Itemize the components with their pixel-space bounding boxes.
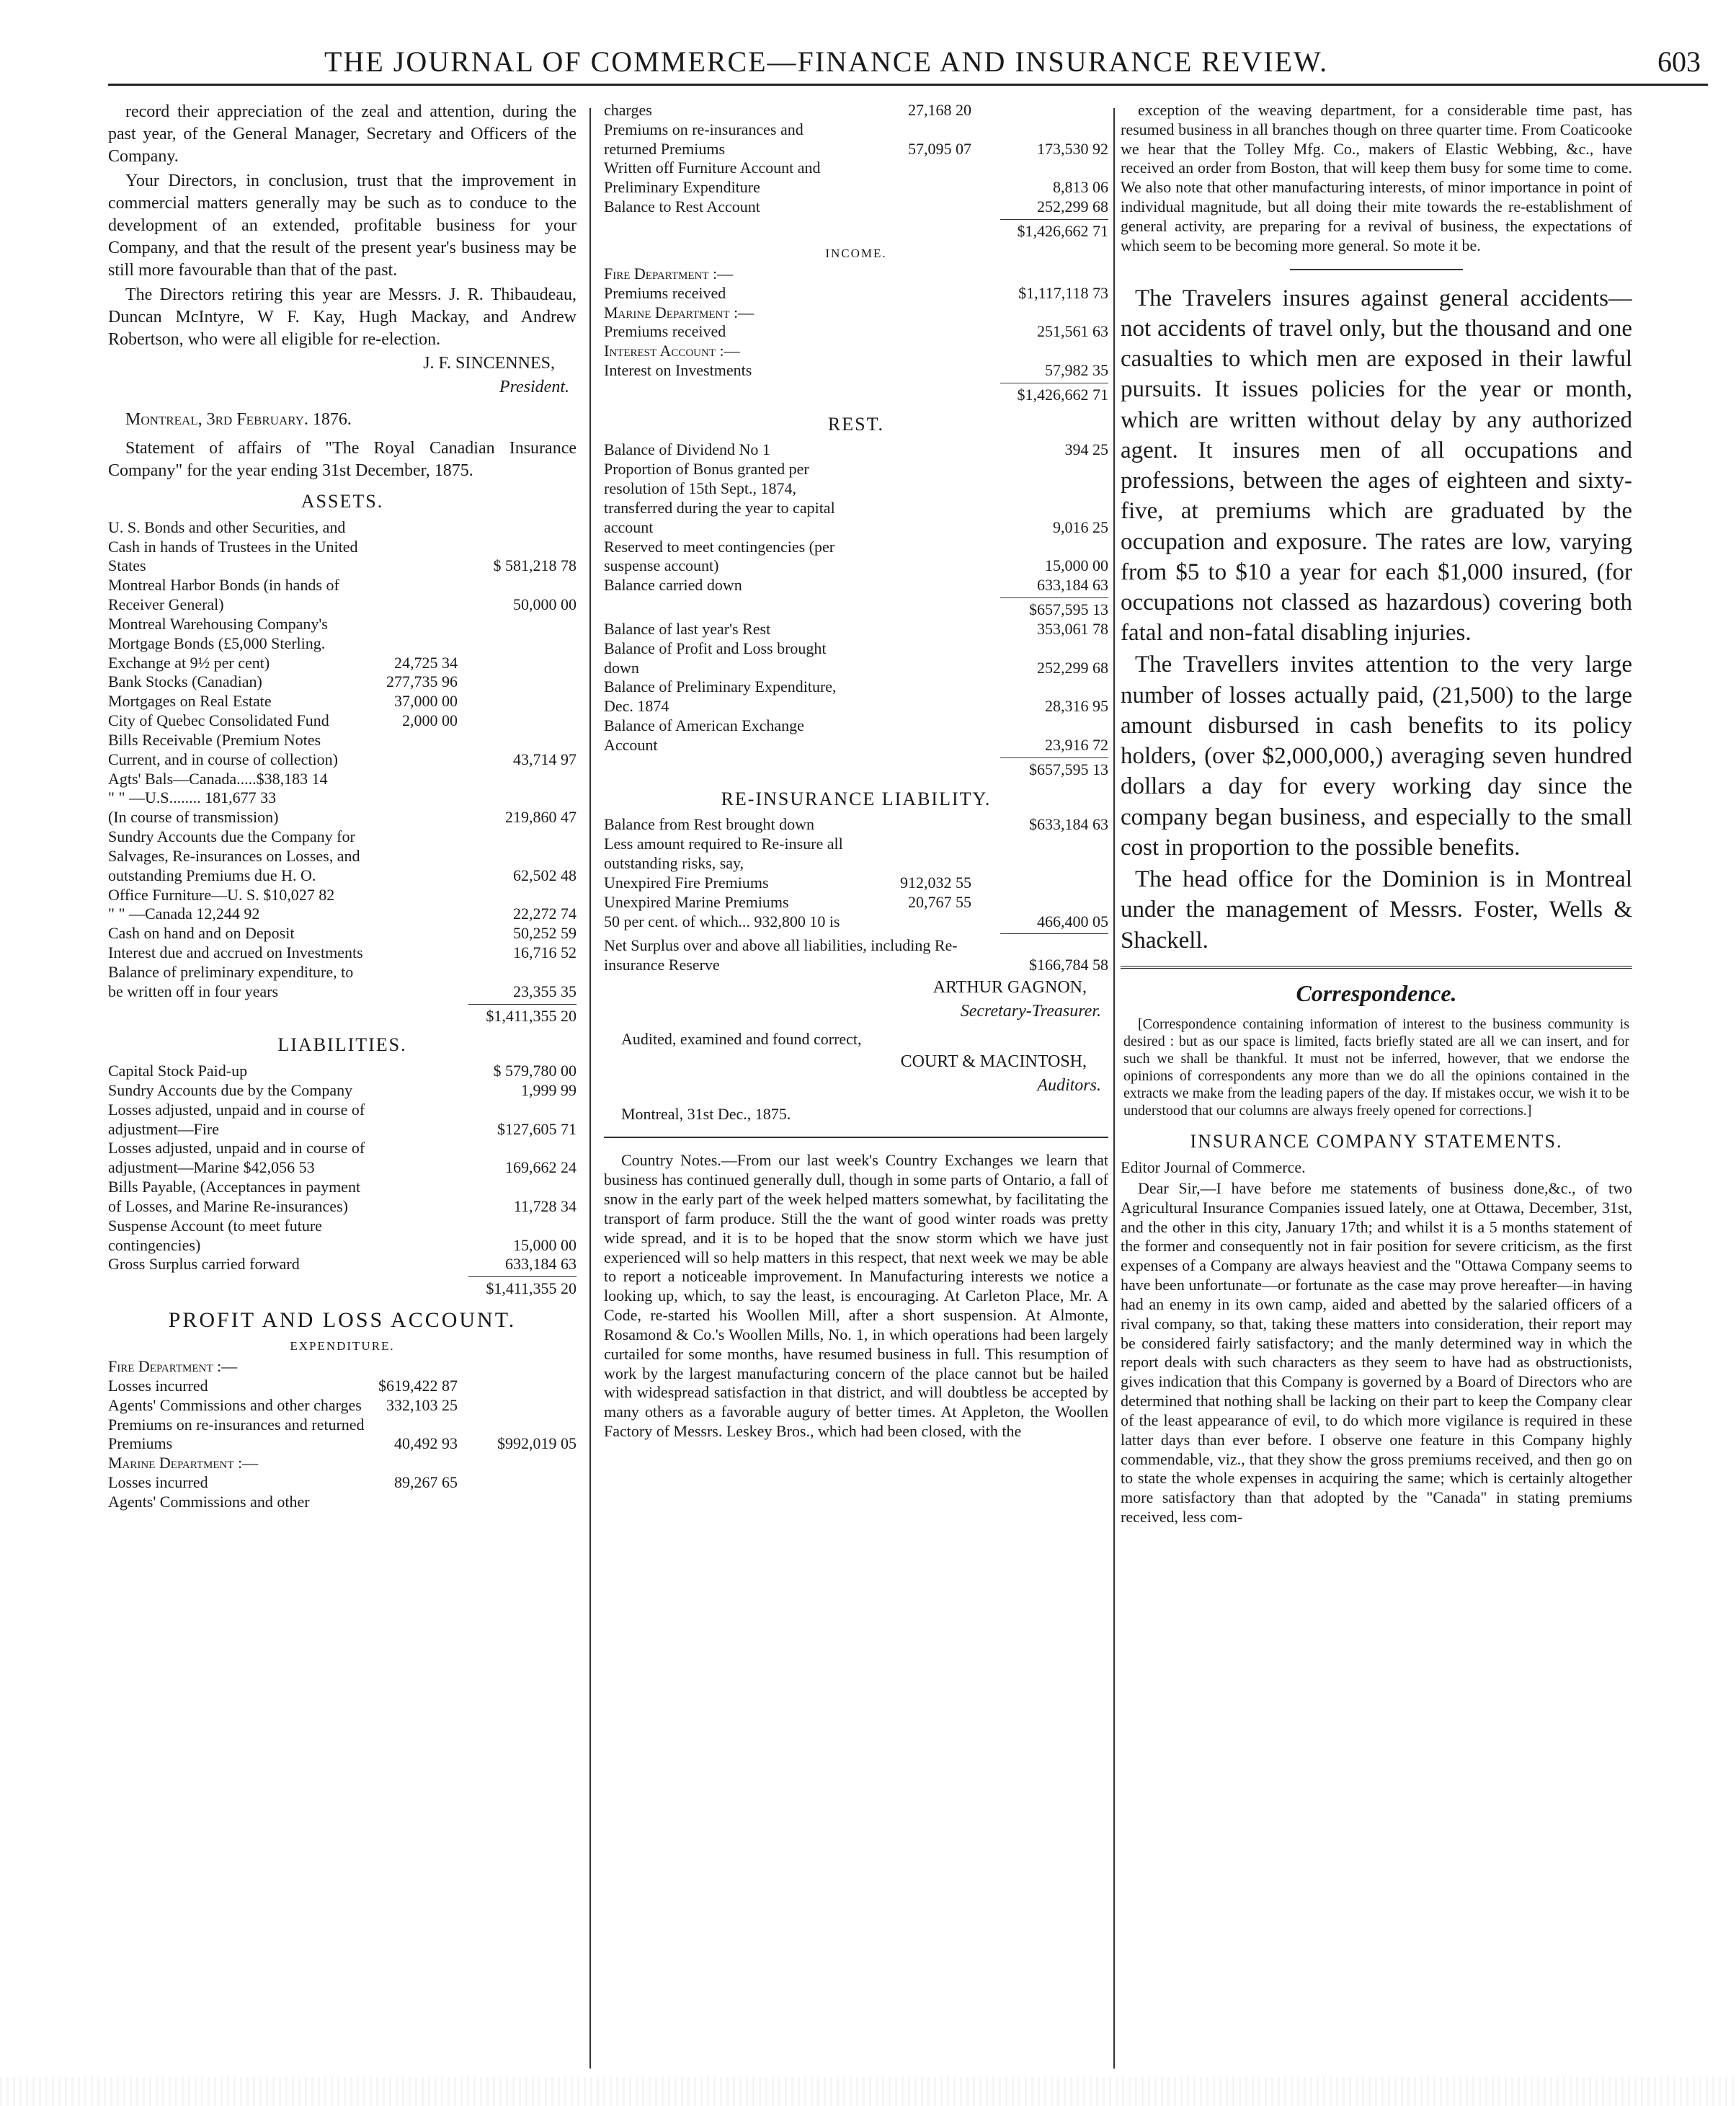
ledger-value-outer: 22,272 74	[513, 905, 577, 923]
ledger-label: Marine Department :—	[604, 303, 755, 321]
pl-heading: PROFIT AND LOSS ACCOUNT.	[168, 1308, 517, 1333]
expenditure-total: $1,426,662 71	[1017, 221, 1108, 240]
ledger-label: (In course of transmission)	[108, 808, 279, 827]
ledger-label: U. S. Bonds and other Securities, and Cash in hands of Trustees in the United States	[108, 517, 358, 575]
ledger-label: Unexpired Fire Premiums	[604, 873, 769, 892]
president-signature: J. F. SINCENNES,	[423, 354, 555, 373]
ledger-label: Balance from Rest brought down	[604, 815, 815, 834]
ledger-row	[108, 711, 577, 731]
ledger-label: Bills Payable, (Acceptances in payment of Losses, and Marine Re-insurances)	[108, 1178, 361, 1215]
total-rule	[1000, 757, 1108, 758]
ledger-label: Sundry Accounts due the Company for Salvages, Re-insurances on Losses, and outstanding Premiums due H. O.	[108, 827, 360, 884]
ledger-value-outer: 251,561 63	[1037, 322, 1108, 341]
liabilities-total-row	[108, 1279, 577, 1299]
ledger-row	[604, 716, 1108, 755]
ledger-label: Balance of Preliminary Expenditure, Dec. 1874	[604, 677, 837, 716]
letter-body: Dear Sir,—I have before me statements of business done,&c., of two Agricultural Insurance Companies issued lately, one at Ottawa, December, 31st, and the other in this city, January 17th; and whilst it is a 5 months statement of the former and consequently not in fair position for severe criticism, as the first expenses of a Company are always heaviest and the "Ottawa Company seems to have been unfortunate—or fortunate as the case may prove hereafter—in having had an enemy in its own camp, aided and abetted by the salaried officers of a rival company, so that, taking these matters into consideration, their report may be considered fairly satisfactory; and the manly determined way in which the report deals with such characters as they seem to have had as obstructionists, gives indication that this Company is governed by a Board of Directors who are determined that nothing shall be lacking on their part to keep the Company clear of the least appearance of evil, to do which more vigilance is required in these latter days than ever before. I observe one feature in this Company highly commendable, viz., that they show the gross premiums received, and then go on to state the whole expenses in acquiring the same; which is certainly altogether more satisfactory than that adopted by the "Canada" in stating premiums received, less com-	[1121, 1179, 1632, 1527]
net-surplus-value: $166,784 58	[1029, 956, 1108, 974]
ledger-value-inner: 40,492 93	[394, 1434, 458, 1453]
section-rule	[604, 1137, 1108, 1138]
ledger-row	[108, 827, 577, 885]
ledger-label: Sundry Accounts due by the Company	[108, 1080, 353, 1099]
continued-paragraph: exception of the weaving department, for a considerable time past, has resumed business in all branches though on three quarter time. From Coaticooke we hear that the Tolley Mfg. Co., makers of Elastic Webbing, &c., have received an order from Boston, that will keep them busy for some time to come. We also note that other manufacturing interests, of minor importance in point of individual magnitude, but all doing their mite towards the re-establishment of general activity, are preparing for a revival of business, the expectations of which seem to be becoming more general. So mote it be.	[1121, 101, 1632, 254]
ledger-row	[108, 731, 577, 770]
column-1	[108, 101, 577, 2076]
ledger-row	[108, 963, 577, 1002]
ledger-value-outer: 50,252 59	[513, 924, 577, 943]
ledger-label: Balance to Rest Account	[604, 197, 760, 216]
ledger-label: Agents' Commissions and other charges	[108, 1395, 362, 1414]
ledger-label: Agts' Bals—Canada.....$38,183 14	[108, 769, 328, 788]
ledger-row	[108, 692, 577, 711]
ledger-value-inner: 277,735 96	[386, 672, 458, 691]
ledger-row	[108, 924, 577, 943]
ledger-label: Capital Stock Paid-up	[108, 1062, 248, 1080]
ledger-value-outer: 23,916 72	[1045, 735, 1108, 754]
correspondence-heading: Correspondence.	[1296, 979, 1457, 1006]
pl-continued-table	[604, 101, 1108, 217]
ledger-row	[604, 440, 1108, 460]
ledger-value-outer: $633,184 63	[1029, 815, 1108, 834]
statement-intro: Statement of affairs of "The Royal Canadian Insurance Company" for the year ending 31st December, 1875.	[108, 438, 577, 480]
ledger-value-outer: 1,999 99	[521, 1080, 577, 1099]
ledger-row	[108, 905, 577, 924]
ledger-label: Premiums received	[604, 283, 726, 302]
intro-paragraphs	[108, 101, 577, 351]
correspondence-notice: [Correspondence containing information of interest to the business community is desired : but as our space is limited, facts briefly stated are all we can insert, and for such we shall be thankful. It must not be inferred, however, that we endorse the opinions of correspondents any more than we do all the opinions contained in the extracts we make from the leading papers of the day. If mistakes occur, we wish it to be understood that our columns are always freely opened for corrections.]	[1123, 1016, 1629, 1119]
travelers-paragraph: The Travellers invites attention to the very large number of losses actually paid, (21,500) to the large amount disbursed in cash benefits to its policy holders, (over $2,000,000,) averaging seven hundred dollars a day for every working day since the company began business, and especially to the small cost in proportion to the possible benefits.	[1121, 652, 1632, 861]
ledger-value-outer: 11,728 34	[513, 1196, 577, 1215]
ledger-row	[604, 265, 1108, 284]
ledger-value-inner: 24,725 34	[394, 653, 458, 672]
ledger-row	[108, 1101, 577, 1139]
audit-date: Montreal, 31st Dec., 1875.	[621, 1104, 791, 1123]
fire-department-label: Fire Department :—	[108, 1357, 238, 1376]
ledger-value-outer: $ 579,780 00	[493, 1062, 577, 1080]
auditors-title: Auditors.	[1037, 1076, 1101, 1096]
ledger-row	[108, 1377, 577, 1396]
ledger-label: Montreal Harbor Bonds (in hands of Receiver General)	[108, 576, 339, 614]
liabilities-total: $1,411,355 20	[486, 1279, 577, 1298]
ledger-label: Less amount required to Re-insure all outstanding risks, say,	[604, 835, 843, 873]
ledger-row	[604, 835, 1108, 874]
ledger-value-outer: 466,400 05	[1037, 912, 1108, 930]
income-table	[604, 265, 1108, 381]
assets-heading: ASSETS.	[301, 491, 384, 512]
reinsurance-table	[604, 815, 1108, 931]
reinsurance-heading: RE-INSURANCE LIABILITY.	[721, 788, 992, 809]
ledger-value-outer: $ 581,218 78	[493, 556, 577, 575]
marine-department-label: Marine Department :—	[108, 1454, 259, 1472]
ledger-row	[604, 639, 1108, 678]
ledger-value-outer: 15,000 00	[513, 1235, 577, 1254]
ledger-label: Office Furniture—U. S. $10,027 82	[108, 885, 335, 904]
ledger-row	[604, 912, 1108, 932]
liabilities-heading: LIABILITIES.	[277, 1034, 407, 1056]
rest-table	[604, 440, 1108, 595]
pl-marine-table	[108, 1473, 577, 1512]
ledger-value-outer: $127,605 71	[497, 1119, 577, 1138]
ledger-row	[604, 159, 1108, 197]
page-number: 603	[1657, 45, 1701, 78]
ledger-row	[604, 284, 1108, 303]
ledger-value-inner: 27,168 20	[908, 101, 971, 119]
assets-table	[108, 518, 577, 1002]
ledger-row	[108, 770, 577, 789]
total-rule	[468, 1276, 577, 1277]
ledger-row	[604, 101, 1108, 120]
ledger-row	[108, 808, 577, 827]
ledger-row	[604, 120, 1108, 159]
travelers-paragraph: The head office for the Dominion is in Montreal under the management of Messrs. Foster, Wells & Shackell.	[1121, 866, 1632, 954]
ledger-row	[108, 1493, 577, 1512]
ledger-label: Balance of American Exchange Account	[604, 716, 804, 754]
ledger-label: Balance of Dividend No 1	[604, 440, 770, 459]
ledger-value-inner: 332,103 25	[386, 1395, 458, 1414]
rest2-total: $657,595 13	[1029, 760, 1108, 778]
total-rule	[1000, 597, 1108, 598]
rest-total: $657,595 13	[1029, 600, 1108, 619]
total-rule	[1000, 933, 1108, 934]
ledger-value-outer: 50,000 00	[513, 595, 577, 614]
ledger-label: Losses incurred	[108, 1376, 208, 1395]
ledger-value-outer: 28,316 95	[1045, 697, 1108, 716]
ledger-label: 50 per cent. of which... 932,800 10 is	[604, 912, 840, 930]
ledger-label: Unexpired Marine Premiums	[604, 892, 789, 911]
ledger-value-outer: 353,061 78	[1037, 619, 1108, 638]
assets-total-row	[108, 1007, 577, 1026]
ledger-label: Balance carried down	[604, 576, 742, 595]
ledger-label: Interest due and accrued on Investments	[108, 943, 363, 962]
ledger-row	[108, 1178, 577, 1217]
intro-paragraph: record their appreciation of the zeal and attention, during the past year, of the General Manager, Secretary and Officers of the Company.	[108, 102, 577, 166]
column-rule	[1113, 108, 1115, 2069]
total-rule	[468, 1004, 577, 1005]
ledger-value-outer: 219,860 47	[505, 808, 577, 827]
ledger-row	[108, 1062, 577, 1081]
ledger-value-outer: 16,716 52	[513, 943, 577, 962]
ledger-value-outer: 252,299 68	[1037, 658, 1108, 677]
ledger-value-inner: 2,000 00	[402, 711, 458, 730]
ledger-row	[604, 322, 1108, 342]
ledger-label: charges	[604, 101, 652, 119]
running-head	[108, 45, 1722, 85]
secretary-title: Secretary-Treasurer.	[960, 1002, 1101, 1021]
ledger-label: Interest Account :—	[604, 342, 740, 360]
ledger-row	[108, 1396, 577, 1416]
ledger-label: City of Quebec Consolidated Fund	[108, 711, 329, 730]
ledger-value-outer: 9,016 25	[1053, 517, 1108, 536]
president-title: President.	[499, 378, 569, 397]
ledger-row	[108, 788, 577, 808]
ledger-value-outer: 394 25	[1064, 440, 1108, 459]
ledger-row	[108, 518, 577, 576]
ledger-label: Bank Stocks (Canadian)	[108, 672, 262, 691]
net-surplus-label: Net Surplus over and above all liabilities, including Re-insurance Reserve	[604, 936, 958, 974]
ledger-row	[108, 1255, 577, 1274]
ledger-row	[604, 342, 1108, 361]
secretary-signature: ARTHUR GAGNON,	[932, 977, 1087, 997]
ledger-value-inner: 89,267 65	[394, 1473, 458, 1492]
ledger-row	[108, 1139, 577, 1178]
ledger-row	[604, 815, 1108, 835]
ledger-value-outer: 43,714 97	[513, 750, 577, 768]
rest-second-table	[604, 620, 1108, 755]
pl-fire-table	[108, 1377, 577, 1454]
ledger-label: Reserved to meet contingencies (per suspense account)	[604, 537, 835, 575]
ledger-label: Premiums on re-insurances and returned Premiums	[604, 120, 804, 158]
assets-total: $1,411,355 20	[486, 1006, 577, 1025]
column-2	[604, 101, 1108, 2076]
intro-paragraph: Your Directors, in conclusion, trust that the improvement in commercial matters generally may be such as to conduce to the development of an extended, profitable business for your Company, and that the result of the present year's business may be still more favourable than that of the past.	[108, 171, 577, 280]
ledger-value-outer: $1,117,118 73	[1018, 283, 1108, 302]
column-3	[1121, 101, 1632, 2076]
ledger-row	[604, 303, 1108, 323]
dateline: Montreal, 3rd February. 1876.	[125, 410, 352, 430]
ledger-row	[108, 615, 577, 672]
column-rule	[589, 108, 591, 2069]
ledger-row	[604, 361, 1108, 381]
rest2-total-row	[604, 760, 1108, 780]
ledger-label: Gross Surplus carried forward	[108, 1255, 300, 1274]
ledger-label: Balance of Profit and Loss brought down	[604, 639, 827, 677]
income-heading: INCOME.	[825, 246, 887, 260]
rest-heading: REST.	[827, 413, 885, 435]
ledger-value-inner: 912,032 55	[900, 873, 971, 892]
ledger-row	[108, 1416, 577, 1454]
ledger-value-outer: 633,184 63	[505, 1255, 577, 1274]
auditors-signature: COURT & MACINTOSH,	[900, 1052, 1087, 1072]
section-double-rule	[1121, 966, 1632, 969]
ledger-value-outer: 633,184 63	[1037, 576, 1108, 595]
travelers-article	[1121, 283, 1632, 956]
ledger-label: " " —Canada 12,244 92	[108, 905, 260, 923]
ledger-row	[604, 677, 1108, 716]
travelers-paragraph: The Travelers insures against general accidents—not accidents of travel only, but the thousand and one casualties to which men are exposed in their lawful pursuits. It issues policies for the year or month, which are written without delay by any authorized agent. It insures men of all occupations and professions, between the ages of eighteen and sixty-five, at premiums which are graduated by the occupation and exposure. The rates are low, varying from $5 to $10 a year for each $1,000 insured, (for occupations not classed as hazardous) covering both fatal and non-fatal disabling injuries.	[1121, 285, 1632, 647]
ledger-label: Written off Furniture Account and Preliminary Expenditure	[604, 159, 821, 197]
ledger-label: Agents' Commissions and other	[108, 1492, 310, 1511]
ledger-label: Interest on Investments	[604, 361, 752, 380]
ledger-row	[108, 576, 577, 615]
expenditure-heading: EXPENDITURE.	[290, 1339, 395, 1354]
ledger-row	[604, 538, 1108, 577]
ledger-label: Balance of last year's Rest	[604, 619, 771, 638]
ledger-row	[108, 943, 577, 963]
ledger-value-inner: 57,095 07	[908, 139, 971, 158]
ledger-row	[108, 1217, 577, 1256]
header-rule	[108, 84, 1708, 86]
ledger-label: Suspense Account (to meet future contingencies)	[108, 1216, 322, 1254]
ledger-row	[108, 886, 577, 905]
ledger-row	[604, 893, 1108, 912]
ledger-row	[604, 576, 1108, 595]
ledger-row	[604, 460, 1108, 537]
ledger-value-outer: 15,000 00	[1045, 556, 1108, 575]
ledger-value-outer: 57,982 35	[1045, 361, 1108, 380]
total-rule	[1000, 219, 1108, 220]
ledger-row	[108, 1473, 577, 1493]
ledger-value-outer: 173,530 92	[1037, 139, 1108, 158]
ledger-label: Fire Department :—	[604, 264, 734, 283]
running-title: THE JOURNAL OF COMMERCE—FINANCE AND INSURANCE REVIEW.	[324, 45, 1329, 78]
income-total-row	[604, 386, 1108, 405]
ledger-label: Balance of preliminary expenditure, to be written off in four years	[108, 962, 354, 1000]
ledger-value-outer: 169,662 24	[505, 1158, 577, 1177]
ledger-label: Cash on hand and on Deposit	[108, 924, 295, 943]
rest-total-row	[604, 600, 1108, 620]
statements-heading: INSURANCE COMPANY STATEMENTS.	[1190, 1131, 1563, 1152]
ledger-label: Montreal Warehousing Company's Mortgage Bonds (£5,000 Sterling. Exchange at 9½ per cent)	[108, 614, 328, 672]
ledger-value-outer: 252,299 68	[1037, 197, 1108, 216]
expenditure-total-row	[604, 222, 1108, 241]
net-surplus-row	[604, 936, 1108, 975]
country-notes: Country Notes.—From our last week's Country Exchanges we learn that business has continued generally dull, though in some parts of Ontario, a fall of snow in the early part of the week helped matters somewhat, by facilitating the transport of farm produce. Still the the want of good winter roads was pretty wide spread, and it is to be hoped that the snow storm which we have just experienced will so help matters in this respect, that next week we may be able to report a noticeable improvement. In Manufacturing interests we notice a looking up, which, to say the least, is encouraging. At Carleton Place, Mr. A Code, re-started his Woollen Mill, after a short suspension. At Almonte, Rosamond & Co.'s Woollen Mills, No. 1, in which operations had been largely curtailed for some months, have resumed business in full. This resumption of work by the largest manufacturing concern of the place cannot but be hailed with widespread satisfaction in that district, and will doubtless be accepted by many others as a favorable augury of better times. At Appleton, the Woollen Factory of Messrs. Leskey Bros., which had been closed, with the	[604, 1151, 1108, 1440]
ledger-row	[108, 1081, 577, 1101]
ledger-label: Bills Receivable (Premium Notes Current, and in course of collection)	[108, 730, 338, 768]
ledger-row	[604, 874, 1108, 893]
ledger-row	[604, 620, 1108, 639]
ledger-value-outer: 8,813 06	[1053, 178, 1108, 197]
page-edge-texture	[0, 2077, 1736, 2106]
ledger-row	[604, 197, 1108, 217]
ledger-label: Premiums received	[604, 322, 726, 341]
ledger-label: Losses adjusted, unpaid and in course of adjustment—Fire	[108, 1100, 365, 1138]
ledger-value-outer: 23,355 35	[513, 982, 577, 1000]
income-total: $1,426,662 71	[1017, 385, 1108, 404]
ledger-label: Premiums on re-insurances and returned Premiums	[108, 1415, 365, 1453]
ledger-label: Losses incurred	[108, 1473, 208, 1492]
ledger-value-inner: 20,767 55	[908, 892, 971, 911]
section-rule	[1290, 269, 1463, 270]
ledger-value-inner: $619,422 87	[378, 1376, 458, 1395]
ledger-value-outer: $992,019 05	[497, 1434, 577, 1453]
ledger-label: Mortgages on Real Estate	[108, 692, 272, 711]
ledger-value-inner: 37,000 00	[394, 692, 458, 711]
ledger-label: Proportion of Bonus granted per resolution of 15th Sept., 1874, transferred during the year to capital account	[604, 460, 835, 536]
ledger-row	[108, 672, 577, 692]
ledger-label: Losses adjusted, unpaid and in course of adjustment—Marine $42,056 53	[108, 1139, 365, 1177]
liabilities-table	[108, 1062, 577, 1274]
editor-line: Editor Journal of Commerce.	[1121, 1158, 1306, 1177]
audited-line: Audited, examined and found correct,	[621, 1030, 862, 1049]
intro-paragraph: The Directors retiring this year are Messrs. J. R. Thibaudeau, Duncan McIntyre, W F. Kay, Hugh Mackay, and Andrew Robertson, who were all eligible for re-election.	[108, 285, 577, 349]
ledger-label: " " —U.S........ 181,677 33	[108, 788, 277, 807]
ledger-value-outer: 62,502 48	[513, 866, 577, 884]
